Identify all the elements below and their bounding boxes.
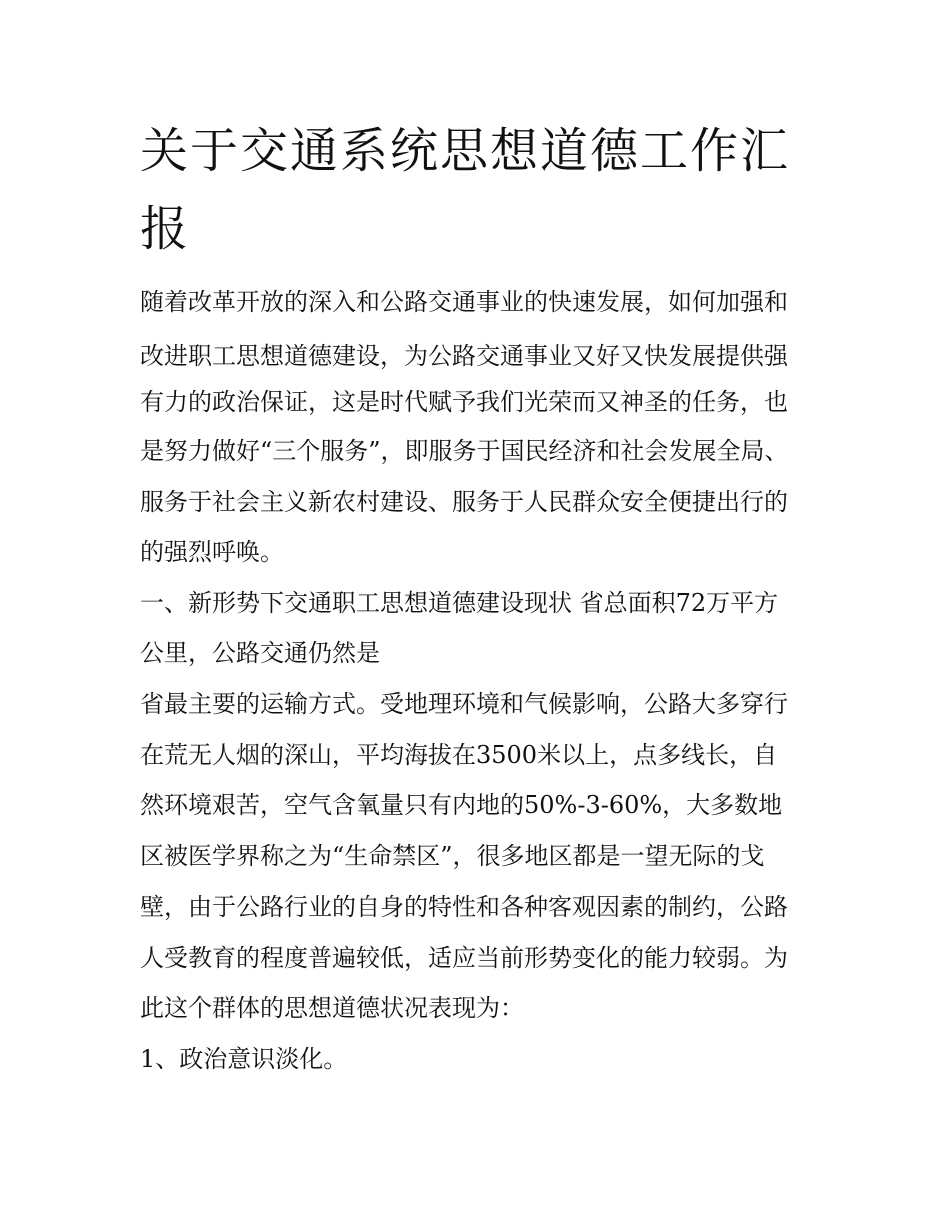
body-line: 然环境艰苦，空气含氧量只有内地的50%-3-60%，大多数地 (140, 791, 783, 819)
body-line: 是努力做好“三个服务”，即服务于国民经济和社会发展全局、 (140, 437, 789, 465)
section-heading-line: 一、新形势下交通职工思想道德建设现状 省总面积72万平方 (140, 589, 779, 617)
body-line: 此这个群体的思想道德状况表现为： (140, 994, 524, 1022)
document-title: 关于交通系统思想道德工作汇报 (140, 123, 791, 257)
body-line: 公里，公路交通仍然是 (140, 639, 380, 667)
body-line: 壁，由于公路行业的自身的特性和各种客观因素的制约，公路 (140, 893, 788, 921)
list-item-line: 1、政治意识淡化。 (140, 1045, 348, 1073)
body-line: 省最主要的运输方式。受地理环境和气候影响，公路大多穿行 (140, 690, 788, 718)
body-line: 人受教育的程度普遍较低，适应当前形势变化的能力较弱。为 (140, 944, 788, 972)
body-line: 随着改革开放的深入和公路交通事业的快速发展，如何加强和 (140, 288, 788, 316)
body-line: 的强烈呼唤。 (140, 538, 284, 566)
body-line: 改进职工思想道德建设，为公路交通事业又好又快发展提供强 (140, 342, 788, 370)
body-line: 有力的政治保证，这是时代赋予我们光荣而又神圣的任务，也 (140, 388, 788, 416)
body-line: 在荒无人烟的深山，平均海拔在3500米以上，点多线长，自 (140, 741, 778, 769)
body-line: 区被医学界称之为“生命禁区”，很多地区都是一望无际的戈 (140, 842, 765, 870)
body-line: 服务于社会主义新农村建设、服务于人民群众安全便捷出行的 (140, 488, 788, 516)
